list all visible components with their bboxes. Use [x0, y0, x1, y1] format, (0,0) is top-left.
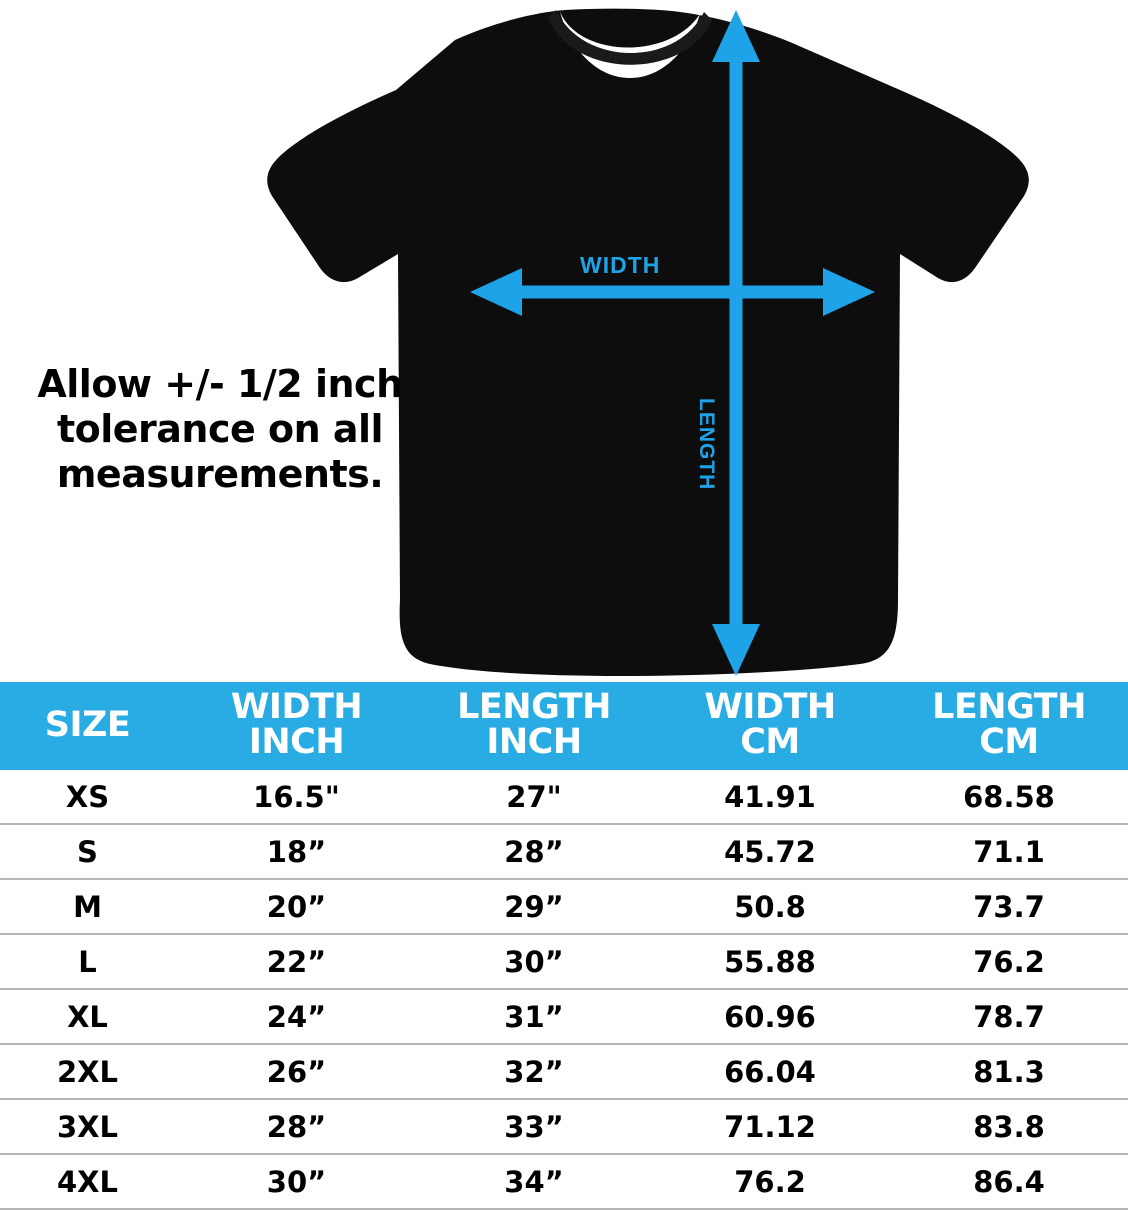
cell-length-inch: 33” — [418, 1099, 650, 1154]
cell-width-cm: 76.2 — [650, 1154, 890, 1209]
cell-length-inch: 28” — [418, 824, 650, 879]
cell-length-inch: 29” — [418, 879, 650, 934]
table-row — [0, 989, 1128, 1044]
cell-width-inch: 26” — [175, 1044, 418, 1099]
table-row — [0, 934, 1128, 989]
cell-length-cm: 78.7 — [890, 989, 1128, 1044]
cell-width-cm: 45.72 — [650, 824, 890, 879]
cell-size: L — [0, 934, 175, 989]
cell-size: 4XL — [0, 1154, 175, 1209]
cell-width-inch: 28” — [175, 1099, 418, 1154]
cell-length-cm: 86.4 — [890, 1154, 1128, 1209]
cell-length-inch: 34” — [418, 1154, 650, 1209]
cell-length-cm: 76.2 — [890, 934, 1128, 989]
header-length-cm: LENGTH CM — [890, 682, 1128, 770]
cell-length-cm: 71.1 — [890, 824, 1128, 879]
cell-width-inch: 18” — [175, 824, 418, 879]
table-row — [0, 824, 1128, 879]
cell-width-inch: 22” — [175, 934, 418, 989]
cell-width-inch: 24” — [175, 989, 418, 1044]
cell-size: 2XL — [0, 1044, 175, 1099]
cell-length-inch: 31” — [418, 989, 650, 1044]
cell-width-inch: 30” — [175, 1154, 418, 1209]
header-length-inch: LENGTH INCH — [418, 682, 650, 770]
cell-size: S — [0, 824, 175, 879]
cell-length-cm: 81.3 — [890, 1044, 1128, 1099]
cell-width-cm: 60.96 — [650, 989, 890, 1044]
cell-length-inch: 32” — [418, 1044, 650, 1099]
cell-length-cm: 73.7 — [890, 879, 1128, 934]
cell-width-cm: 41.91 — [650, 770, 890, 824]
length-label: LENGTH — [695, 398, 718, 491]
cell-size: XL — [0, 989, 175, 1044]
cell-length-cm: 83.8 — [890, 1099, 1128, 1154]
table-row — [0, 1044, 1128, 1099]
cell-length-inch: 30” — [418, 934, 650, 989]
table-row — [0, 770, 1128, 824]
cell-width-cm: 66.04 — [650, 1044, 890, 1099]
cell-size: M — [0, 879, 175, 934]
table-row — [0, 879, 1128, 934]
cell-length-inch: 27" — [418, 770, 650, 824]
cell-size: XS — [0, 770, 175, 824]
table-row — [0, 1154, 1128, 1209]
size-chart-table — [0, 682, 1128, 1210]
table-row — [0, 1099, 1128, 1154]
header-size: SIZE — [0, 682, 175, 770]
table-header-row — [0, 682, 1128, 770]
header-width-cm: WIDTH CM — [650, 682, 890, 770]
cell-width-inch: 16.5" — [175, 770, 418, 824]
cell-length-cm: 68.58 — [890, 770, 1128, 824]
cell-width-cm: 55.88 — [650, 934, 890, 989]
cell-width-inch: 20” — [175, 879, 418, 934]
tolerance-note: Allow +/- 1/2 inch tolerance on all measurements. — [37, 362, 403, 496]
width-label: WIDTH — [580, 252, 661, 278]
cell-width-cm: 71.12 — [650, 1099, 890, 1154]
header-width-inch: WIDTH INCH — [175, 682, 418, 770]
cell-size: 3XL — [0, 1099, 175, 1154]
cell-width-cm: 50.8 — [650, 879, 890, 934]
